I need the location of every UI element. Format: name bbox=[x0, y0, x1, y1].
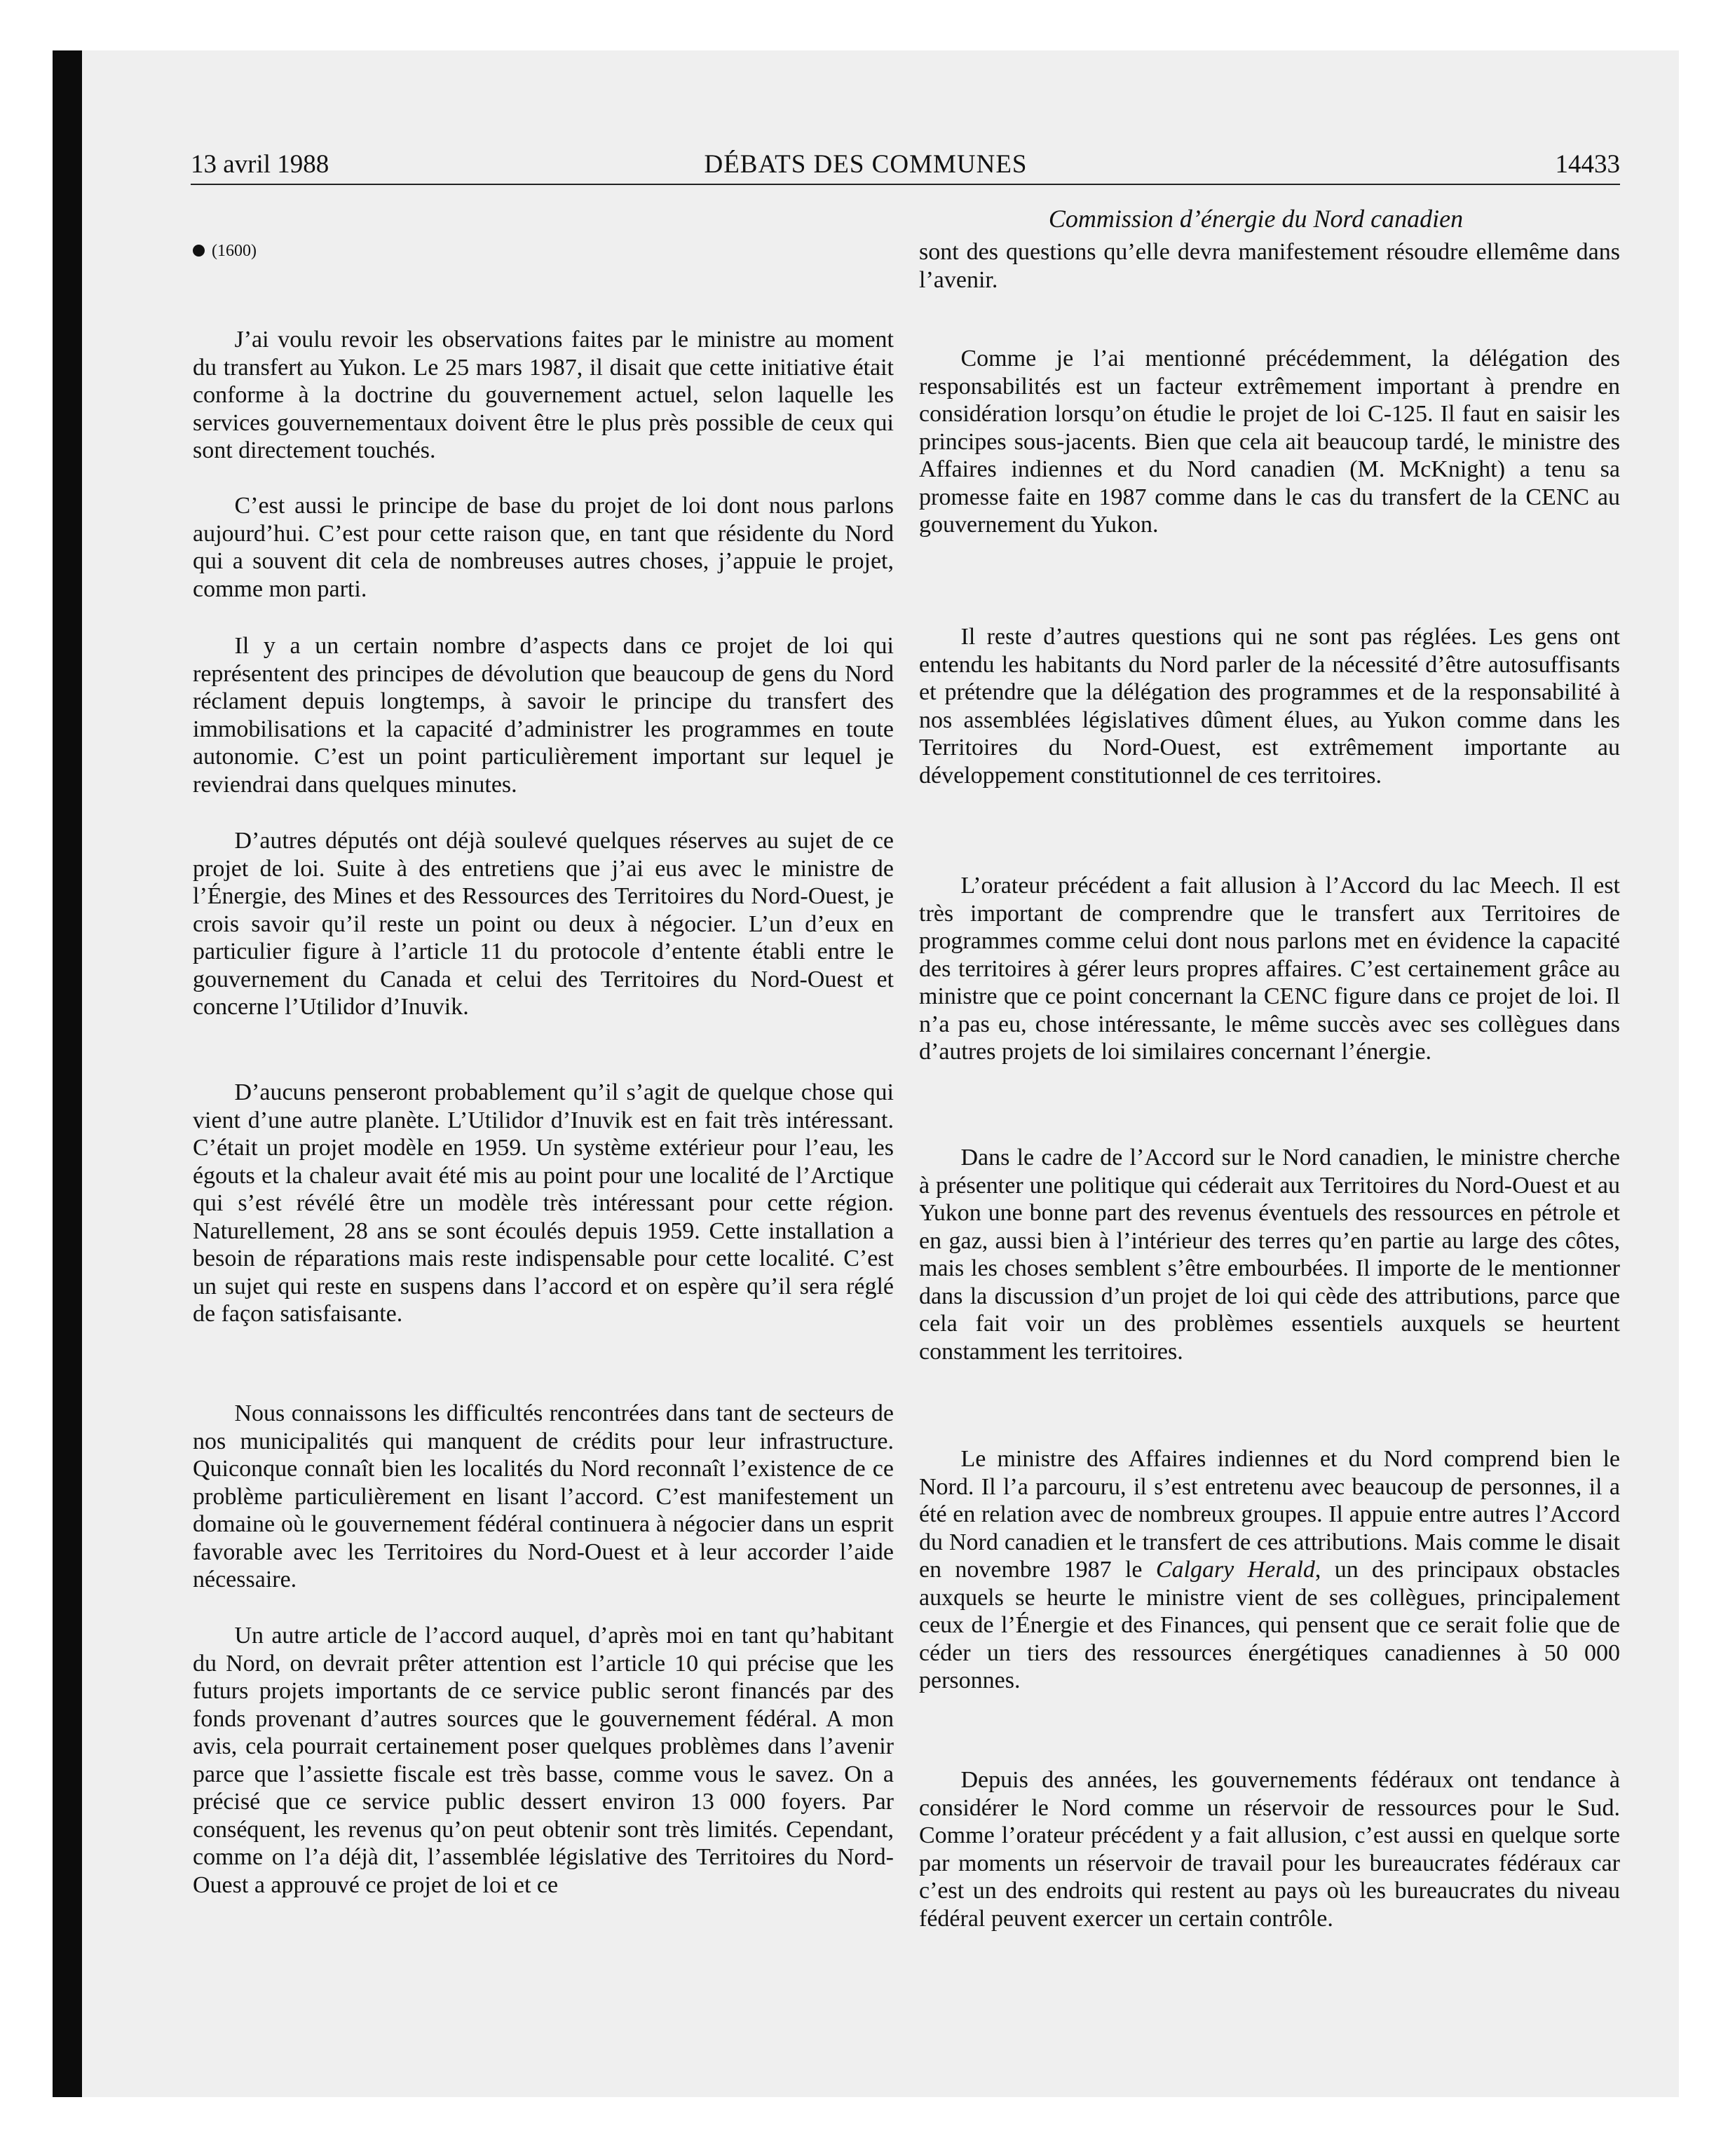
paragraph: Un autre article de l’accord auquel, d’après moi en tant qu’habitant du Nord, on devrait prêter attention est l’article 10 qui précise que les futurs projets importants de ce service public seront financés par des fonds provenant d’autres sources que le gouvernement fédéral. A mon avis, cela pourrait certainement poser quelques problèmes dans l’avenir parce que l’assiette fiscale est très basse, comme vous le savez. On a précisé que ce service public dessert environ 13 000 foyers. Par conséquent, les revenus qu’on peut obtenir sont très limités. Cependant, comme on l’a déjà dit, l’assemblée législative des Territoires du Nord-Ouest a approuvé ce projet de loi et ce bbox=[193, 1623, 894, 1898]
header-rule bbox=[191, 184, 1620, 185]
time-marker-text: (1600) bbox=[212, 242, 257, 260]
paragraph: C’est aussi le principe de base du projet de loi dont nous parlons aujourd’hui. C’est pour cette raison que, en tant que résidente du Nord qui a souvent dit cela de nombreuses autres choses, j’appuie le projet, comme mon parti. bbox=[193, 493, 894, 602]
binding-edge bbox=[53, 50, 82, 2097]
header-title: DÉBATS DES COMMUNES bbox=[704, 150, 1028, 179]
paragraph: sont des questions qu’elle devra manifestement résoudre ellemême dans l’avenir. bbox=[919, 239, 1620, 293]
paragraph: Comme je l’ai mentionné précédemment, la délégation des responsabilités est un facteur extrêmement important à prendre en considération lorsqu’on étudie le projet de loi C-125. Il faut en saisir les principes sous-jacents. Bien que cela ait beaucoup tardé, le ministre des Affaires indiennes et du Nord canadien (M. McKnight) a tenu sa promesse faite en 1987 comme dans le cas du transfert de la CENC au gouvernement du Yukon. bbox=[919, 346, 1620, 538]
running-head: Commission d’énergie du Nord canadien bbox=[1048, 205, 1464, 233]
paragraph: Il reste d’autres questions qui ne sont pas réglées. Les gens ont entendu les habitants du Nord parler de la nécessité d’être autosuffisants et prétendre que la délégation des programmes et de la responsabilité à nos assemblées législatives dûment élues, au Yukon comme dans les Territoires du Nord-Ouest, est extrêmement importante au développement constitutionnel de ces territoires. bbox=[919, 624, 1620, 789]
paragraph bbox=[919, 1445, 1620, 1695]
paragraph: Depuis des années, les gouvernements fédéraux ont tendance à considérer le Nord comme un réservoir de ressources pour le Sud. Comme l’orateur précédent y a fait allusion, c’est aussi en quelque sorte par moments un réservoir de travail pour les bureaucrates fédéraux car c’est un des endroits qui restent au pays où les bureaucrates du niveau fédéral peuvent exercer un certain contrôle. bbox=[919, 1767, 1620, 1932]
paragraph: J’ai voulu revoir les observations faites par le ministre au moment du transfert au Yukon. Le 25 mars 1987, il disait que cette initiative était conforme à la doctrine du gouvernement actuel, selon laquelle les services gouvernementaux doivent être le plus près possible de ceux qui sont directement touchés. bbox=[193, 327, 894, 463]
paragraph: Dans le cadre de l’Accord sur le Nord canadien, le ministre cherche à présenter une politique qui céderait aux Territoires du Nord-Ouest et au Yukon une bonne part des revenus éventuels des ressources en pétrole et en gaz, aussi bien à l’intérieur des terres qu’en partie au large des côtes, mais les choses semblent s’être embourbées. Il importe de le mentionner dans la discussion d’un projet de loi qui cède des attributions, parce que cela fait voir un des problèmes essentiels auxquels se heurtent constamment les territoires. bbox=[919, 1145, 1620, 1365]
paragraph: Il y a un certain nombre d’aspects dans ce projet de loi qui représentent des principes de dévolution que beaucoup de gens du Nord réclament depuis longtemps, à savoir le principe du transfert des immobilisations et la capacité d’administrer les programmes en toute autonomie. C’est un point particulièrement important sur lequel je reviendrai dans quelques minutes. bbox=[193, 633, 894, 798]
paragraph-text: , un des principaux obstacles auxquels se heurte le ministre vient de ses collègues, principalement ceux de l’Énergie et des Finances, qui pensent que ce serait folie que de céder un tiers des ressources énergétiques canadiennes à 50 000 personnes. bbox=[919, 1557, 1620, 1693]
paragraph: L’orateur précédent a fait allusion à l’Accord du lac Meech. Il est très important de comprendre que le transfert aux Territoires de programmes comme celui dont nous parlons met en évidence la capacité des territoires à gérer leurs propres affaires. C’est certainement grâce au ministre que ce point concernant la CENC figure dans ce projet de loi. Il n’a pas eu, chose intéressante, le même succès avec ses collègues dans d’autres projets de loi similaires concernant l’énergie. bbox=[919, 873, 1620, 1065]
paragraph: D’autres députés ont déjà soulevé quelques réserves au sujet de ce projet de loi. Suite à des entretiens que j’ai eus avec le ministre de l’Énergie, des Mines et des Ressources des Territoires du Nord-Ouest, je crois savoir qu’il reste un point ou deux à négocier. L’un d’eux en particulier figure à l’article 11 du protocole d’entente établi entre le gouvernement du Canada et celui des Territoires du Nord-Ouest et concerne l’Utilidor d’Inuvik. bbox=[193, 828, 894, 1020]
newspaper-title: Calgary Herald bbox=[1155, 1557, 1315, 1583]
paragraph: Nous connaissons les difficultés rencontrées dans tant de secteurs de nos municipalités qui manquent de crédits pour leur infrastructure. Quiconque connaît bien les localités du Nord reconnaît l’existence de ce problème particulièrement en lisant l’accord. C’est manifestement un domaine où le gouvernement fédéral continuera à négocier dans un esprit favorable avec les Territoires du Nord-Ouest et à leur accorder l’aide nécessaire. bbox=[193, 1400, 894, 1592]
paragraph: D’aucuns penseront probablement qu’il s’agit de quelque chose qui vient d’une autre planète. L’Utilidor d’Inuvik est en fait très intéressant. C’était un projet modèle en 1959. Un système extérieur pour l’eau, les égouts et la chaleur avait été mis au point pour une localité de l’Arctique qui s’est révélé être un modèle très intéressant pour cette région. Naturellement, 28 ans se sont écoulés depuis 1959. Cette installation a besoin de réparations mais reste indispensable pour cette localité. C’est un sujet qui reste en suspens dans l’accord et on espère qu’il sera réglé de façon satisfaisante. bbox=[193, 1079, 894, 1327]
bullet-icon bbox=[193, 245, 205, 257]
scanned-page bbox=[53, 50, 1679, 2097]
paragraph-text: Le ministre des Affaires indiennes et du Nord comprend bien le Nord. Il l’a parcouru, il s’est entretenu avec beaucoup de personnes, il a été en relation avec de nombreux groupes. Il appuie entre autres l’Accord du Nord canadien et le transfert de ces attributions. Mais comme le disait en novembre 1987 le bbox=[919, 1446, 1620, 1583]
header-date: 13 avril 1988 bbox=[191, 150, 329, 179]
header-page-number: 14433 bbox=[1555, 150, 1620, 179]
time-marker bbox=[193, 238, 257, 264]
